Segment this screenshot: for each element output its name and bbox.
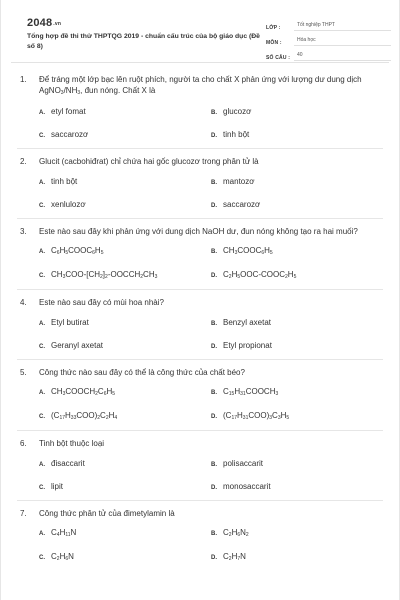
- question-head: [11, 509, 389, 520]
- option-text: lipit: [51, 481, 64, 491]
- answer-option[interactable]: [211, 411, 381, 423]
- question-divider: [17, 359, 383, 360]
- answer-options: [39, 459, 389, 493]
- answer-option[interactable]: [39, 482, 211, 493]
- option-text: mantozơ: [223, 176, 255, 186]
- option-letter: D.: [211, 343, 217, 350]
- option-letter: D.: [211, 273, 217, 279]
- option-letter: C.: [39, 484, 45, 491]
- option-letter: D.: [211, 555, 217, 561]
- question-item: [11, 439, 389, 493]
- option-text: xenlulozơ: [51, 199, 86, 209]
- option-letter: B.: [211, 531, 217, 537]
- question-number: 7.: [20, 508, 27, 518]
- question-item: [11, 157, 389, 211]
- question-text: Este nào sau đây khi phản ứng với dung dịch NaOH dư, đun nóng không tạo ra hai muối?: [39, 226, 358, 236]
- option-text: saccarozơ: [51, 130, 89, 139]
- answer-option[interactable]: [39, 341, 211, 352]
- answer-options: [39, 318, 389, 352]
- option-text: $C_2H_7N$: [223, 552, 246, 562]
- answer-option[interactable]: [211, 270, 381, 282]
- option-text: $CH_3COO-[CH_2]_2-OOCCH_2CH_3$: [51, 270, 158, 280]
- answer-option[interactable]: [39, 387, 211, 399]
- question-head: [11, 157, 389, 168]
- option-text: $(C_{17}H_{33}COO)_2C_2H_4$: [51, 411, 118, 421]
- option-letter: B.: [211, 461, 217, 468]
- option-text: $(C_{17}H_{31}COO)_3C_3H_5$: [223, 411, 290, 421]
- option-text: $C_4H_{11}N$: [51, 528, 77, 538]
- option-letter: C.: [39, 555, 45, 561]
- answer-options: [39, 528, 389, 564]
- question-item: [11, 227, 389, 283]
- option-letter: A.: [39, 531, 45, 537]
- answer-option[interactable]: [211, 130, 381, 141]
- exam-header: [11, 0, 389, 63]
- answer-options: [39, 107, 389, 141]
- option-text: $C_2H_5OOC-COOC_2H_5$: [223, 270, 297, 280]
- answer-option[interactable]: [211, 200, 381, 211]
- question-item: [11, 368, 389, 424]
- meta-label: MÔN :: [266, 40, 282, 46]
- site-logo[interactable]: [27, 17, 61, 29]
- answer-option[interactable]: [211, 482, 381, 493]
- option-letter: D.: [211, 202, 217, 209]
- option-letter: D.: [211, 414, 217, 420]
- option-text: $C_2H_6N$: [51, 552, 74, 562]
- answer-options: [39, 177, 389, 211]
- answer-option[interactable]: [39, 459, 211, 470]
- question-text: Công thức phân tử của đimetylamin là: [39, 508, 175, 518]
- option-text: $CH_3COOCH_2C_6H_5$: [51, 387, 116, 397]
- answer-option[interactable]: [39, 177, 211, 188]
- answer-option[interactable]: [39, 246, 211, 258]
- question-list: [11, 63, 389, 564]
- answer-option[interactable]: [211, 387, 381, 399]
- answer-option[interactable]: [211, 177, 381, 188]
- question-text: Để tráng một lớp bạc lên ruột phích, người ta cho chất X phản ứng với lượng dư dung dịch $AgNO_3/NH_3$, đun nóng. Chất X là: [39, 75, 362, 96]
- answer-option[interactable]: [39, 107, 211, 118]
- question-head: [11, 298, 389, 309]
- option-letter: D.: [211, 133, 217, 139]
- answer-option[interactable]: [39, 552, 211, 564]
- answer-option[interactable]: [211, 107, 381, 118]
- question-number: 5.: [20, 367, 27, 377]
- option-text: polisaccarit: [223, 458, 264, 468]
- question-head: [11, 368, 389, 379]
- option-text: tinh bột: [51, 176, 78, 186]
- exam-meta: [266, 16, 391, 61]
- question-number: 2.: [20, 157, 27, 166]
- answer-options: [39, 246, 389, 282]
- answer-option[interactable]: [39, 130, 211, 141]
- option-text: $CH_3COOC_6H_5$: [223, 246, 273, 256]
- question-number: 6.: [20, 439, 27, 448]
- logo-suffix: .vn: [53, 21, 62, 27]
- option-letter: C.: [39, 273, 45, 279]
- option-text: Benzyl axetat: [223, 317, 272, 327]
- question-text: Tinh bột thuộc loại: [39, 439, 105, 448]
- option-text: etyl fomat: [51, 107, 86, 116]
- meta-value: Hóa học: [294, 37, 391, 46]
- question-text: Glucit (cacbohiđrat) chỉ chứa hai gốc glucozơ trong phân tử là: [39, 157, 259, 166]
- option-letter: B.: [211, 320, 217, 327]
- answer-option[interactable]: [39, 318, 211, 329]
- option-text: $C_2H_6N_2$: [223, 528, 249, 538]
- meta-value: 40: [294, 52, 391, 61]
- option-letter: C.: [39, 414, 45, 420]
- option-text: saccarozơ: [223, 199, 261, 209]
- meta-label: SỐ CÂU :: [266, 55, 291, 61]
- option-letter: B.: [211, 179, 217, 186]
- answer-option[interactable]: [39, 200, 211, 211]
- question-head: [11, 75, 389, 98]
- answer-options: [39, 387, 389, 423]
- answer-option[interactable]: [211, 318, 381, 329]
- answer-option[interactable]: [39, 528, 211, 540]
- meta-value: Tốt nghiệp THPT: [294, 22, 391, 31]
- answer-option[interactable]: [211, 246, 381, 258]
- option-letter: A.: [39, 249, 45, 255]
- question-divider: [17, 148, 383, 149]
- option-text: monosaccarit: [223, 481, 271, 491]
- option-text: tinh bột: [223, 130, 250, 139]
- question-number: 1.: [20, 75, 27, 84]
- meta-row-question-count: [266, 46, 391, 61]
- option-letter: A.: [39, 179, 45, 186]
- answer-option[interactable]: [211, 528, 381, 540]
- option-text: $C_{15}H_{31}COOCH_3$: [223, 387, 279, 397]
- option-letter: A.: [39, 390, 45, 396]
- option-letter: B.: [211, 249, 217, 255]
- option-text: Geranyl axetat: [51, 340, 104, 350]
- answer-option[interactable]: [211, 459, 381, 470]
- option-text: Etyl butirat: [51, 317, 89, 327]
- answer-option[interactable]: [211, 552, 381, 564]
- question-item: [11, 509, 389, 565]
- question-number: 4.: [20, 298, 27, 307]
- question-divider: [17, 430, 383, 431]
- question-text: Công thức nào sau đây có thể là công thức của chất béo?: [39, 367, 245, 377]
- question-divider: [17, 218, 383, 219]
- meta-label: LỚP :: [266, 25, 281, 31]
- meta-row-subject: [266, 31, 391, 46]
- answer-option[interactable]: [39, 411, 211, 423]
- option-letter: C.: [39, 133, 45, 139]
- option-letter: C.: [39, 343, 45, 350]
- option-text: đisaccarit: [51, 458, 85, 468]
- answer-option[interactable]: [39, 270, 211, 282]
- option-letter: D.: [211, 484, 217, 491]
- question-head: [11, 439, 389, 450]
- option-letter: A.: [39, 320, 45, 327]
- question-number: 3.: [20, 226, 27, 236]
- option-text: $C_6H_5COOC_6H_5$: [51, 246, 104, 256]
- option-text: Etyl propionat: [223, 340, 272, 350]
- question-item: [11, 75, 389, 141]
- question-divider: [17, 289, 383, 290]
- question-text: Este nào sau đây có mùi hoa nhài?: [39, 298, 164, 307]
- option-letter: C.: [39, 202, 45, 209]
- option-letter: A.: [39, 110, 45, 116]
- logo-main: 2048: [27, 17, 53, 29]
- question-divider: [17, 500, 383, 501]
- answer-option[interactable]: [211, 341, 381, 352]
- question-item: [11, 298, 389, 352]
- document-title: Tổng hợp đề thi thử THPTQG 2019 - chuẩn cấu trúc của bộ giáo dục (Đề số 8): [27, 33, 260, 50]
- option-text: glucozơ: [223, 107, 252, 116]
- meta-row-class: [266, 16, 391, 31]
- option-letter: A.: [39, 461, 45, 468]
- option-letter: B.: [211, 390, 217, 396]
- option-letter: B.: [211, 110, 217, 116]
- question-head: [11, 227, 389, 238]
